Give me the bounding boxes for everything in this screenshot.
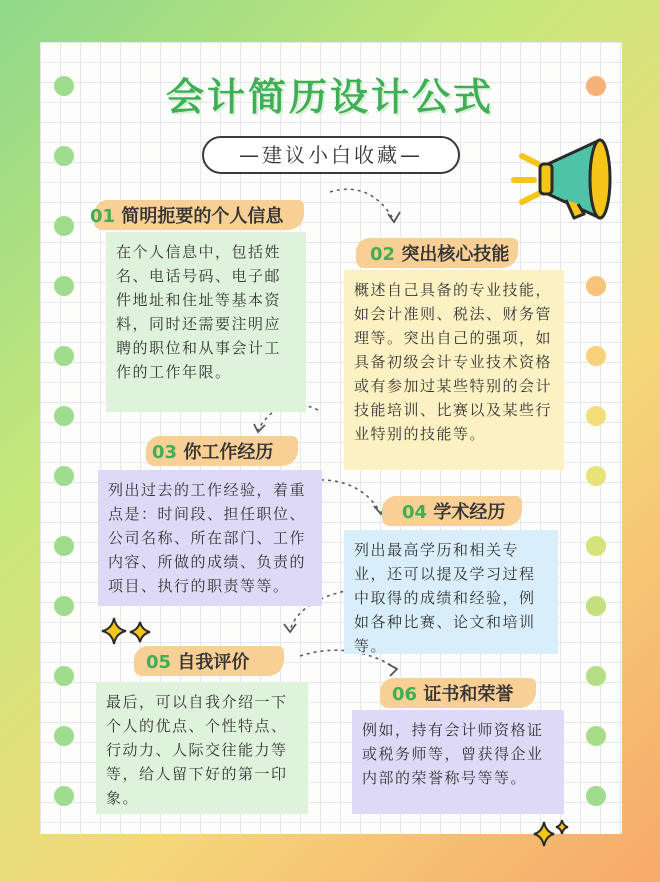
megaphone-icon (508, 134, 618, 224)
section-number: 05 (146, 652, 172, 673)
section-heading (146, 648, 249, 674)
section-card: 列出最高学历和相关专业，还可以提及学习过程中取得的成绩和经验，例如各种比赛、论文和培训等。 (344, 530, 558, 654)
binder-hole (586, 536, 606, 556)
section-title: 证书和荣誉 (423, 684, 514, 705)
section-number: 02 (370, 244, 396, 265)
section-card: 例如，持有会计师资格证或税务师等，曾获得企业内部的荣誉称号等等。 (352, 710, 564, 814)
page-title: 会计简历设计公式 (165, 75, 494, 119)
section-heading (402, 498, 505, 524)
binder-hole (54, 536, 74, 556)
section-number: 01 (90, 206, 116, 227)
binder-hole (54, 346, 74, 366)
section-heading (152, 438, 273, 464)
section-heading (370, 240, 509, 266)
section-card: 概述自己具备的专业技能，如会计准则、税法、财务管理等。突出自己的强项，如具备初级会计专业技术资格或有参加过某些特别的会计技能培训、比赛以及某些行业特别的技能等。 (344, 270, 564, 470)
binder-hole (54, 466, 74, 486)
section-title: 自我评价 (177, 652, 250, 673)
binder-hole (586, 596, 606, 616)
binder-hole (54, 406, 74, 426)
section-title: 简明扼要的个人信息 (121, 206, 284, 227)
section-card: 在个人信息中，包括姓名、电话号码、电子邮件地址和住址等基本资料，同时还需要注明应聘的职位和从事会计工作的工作年限。 (106, 232, 306, 412)
binder-hole (586, 466, 606, 486)
section-number: 03 (152, 442, 178, 463)
subtitle-badge: —建议小白收藏— (202, 136, 460, 174)
section-number: 06 (392, 684, 418, 705)
binder-hole (54, 276, 74, 296)
binder-hole (586, 726, 606, 746)
section-number: 04 (402, 502, 428, 523)
section-card: 列出过去的工作经验，着重点是：时间段、担任职位、公司名称、所在部门、工作内容、所做的成绩、负责的项目、执行的职责等等。 (98, 470, 322, 606)
binder-hole (586, 666, 606, 686)
sparkle-icon (100, 616, 156, 646)
section-title: 学术经历 (433, 502, 506, 523)
binder-hole (586, 346, 606, 366)
binder-hole (586, 786, 606, 806)
binder-hole (54, 666, 74, 686)
section-title: 你工作经历 (183, 442, 274, 463)
section-heading (90, 202, 283, 228)
binder-hole (586, 406, 606, 426)
binder-hole (54, 786, 74, 806)
section-title: 突出核心技能 (401, 244, 510, 265)
binder-hole (54, 146, 74, 166)
binder-hole (54, 596, 74, 616)
section-card: 最后，可以自我介绍一下个人的优点、个性特点、行动力、人际交往能力等等，给人留下好的第一印象。 (96, 682, 308, 814)
binder-hole (586, 276, 606, 296)
section-heading (392, 680, 513, 706)
binder-hole (54, 216, 74, 236)
sparkle-icon (532, 818, 572, 854)
binder-hole (54, 726, 74, 746)
